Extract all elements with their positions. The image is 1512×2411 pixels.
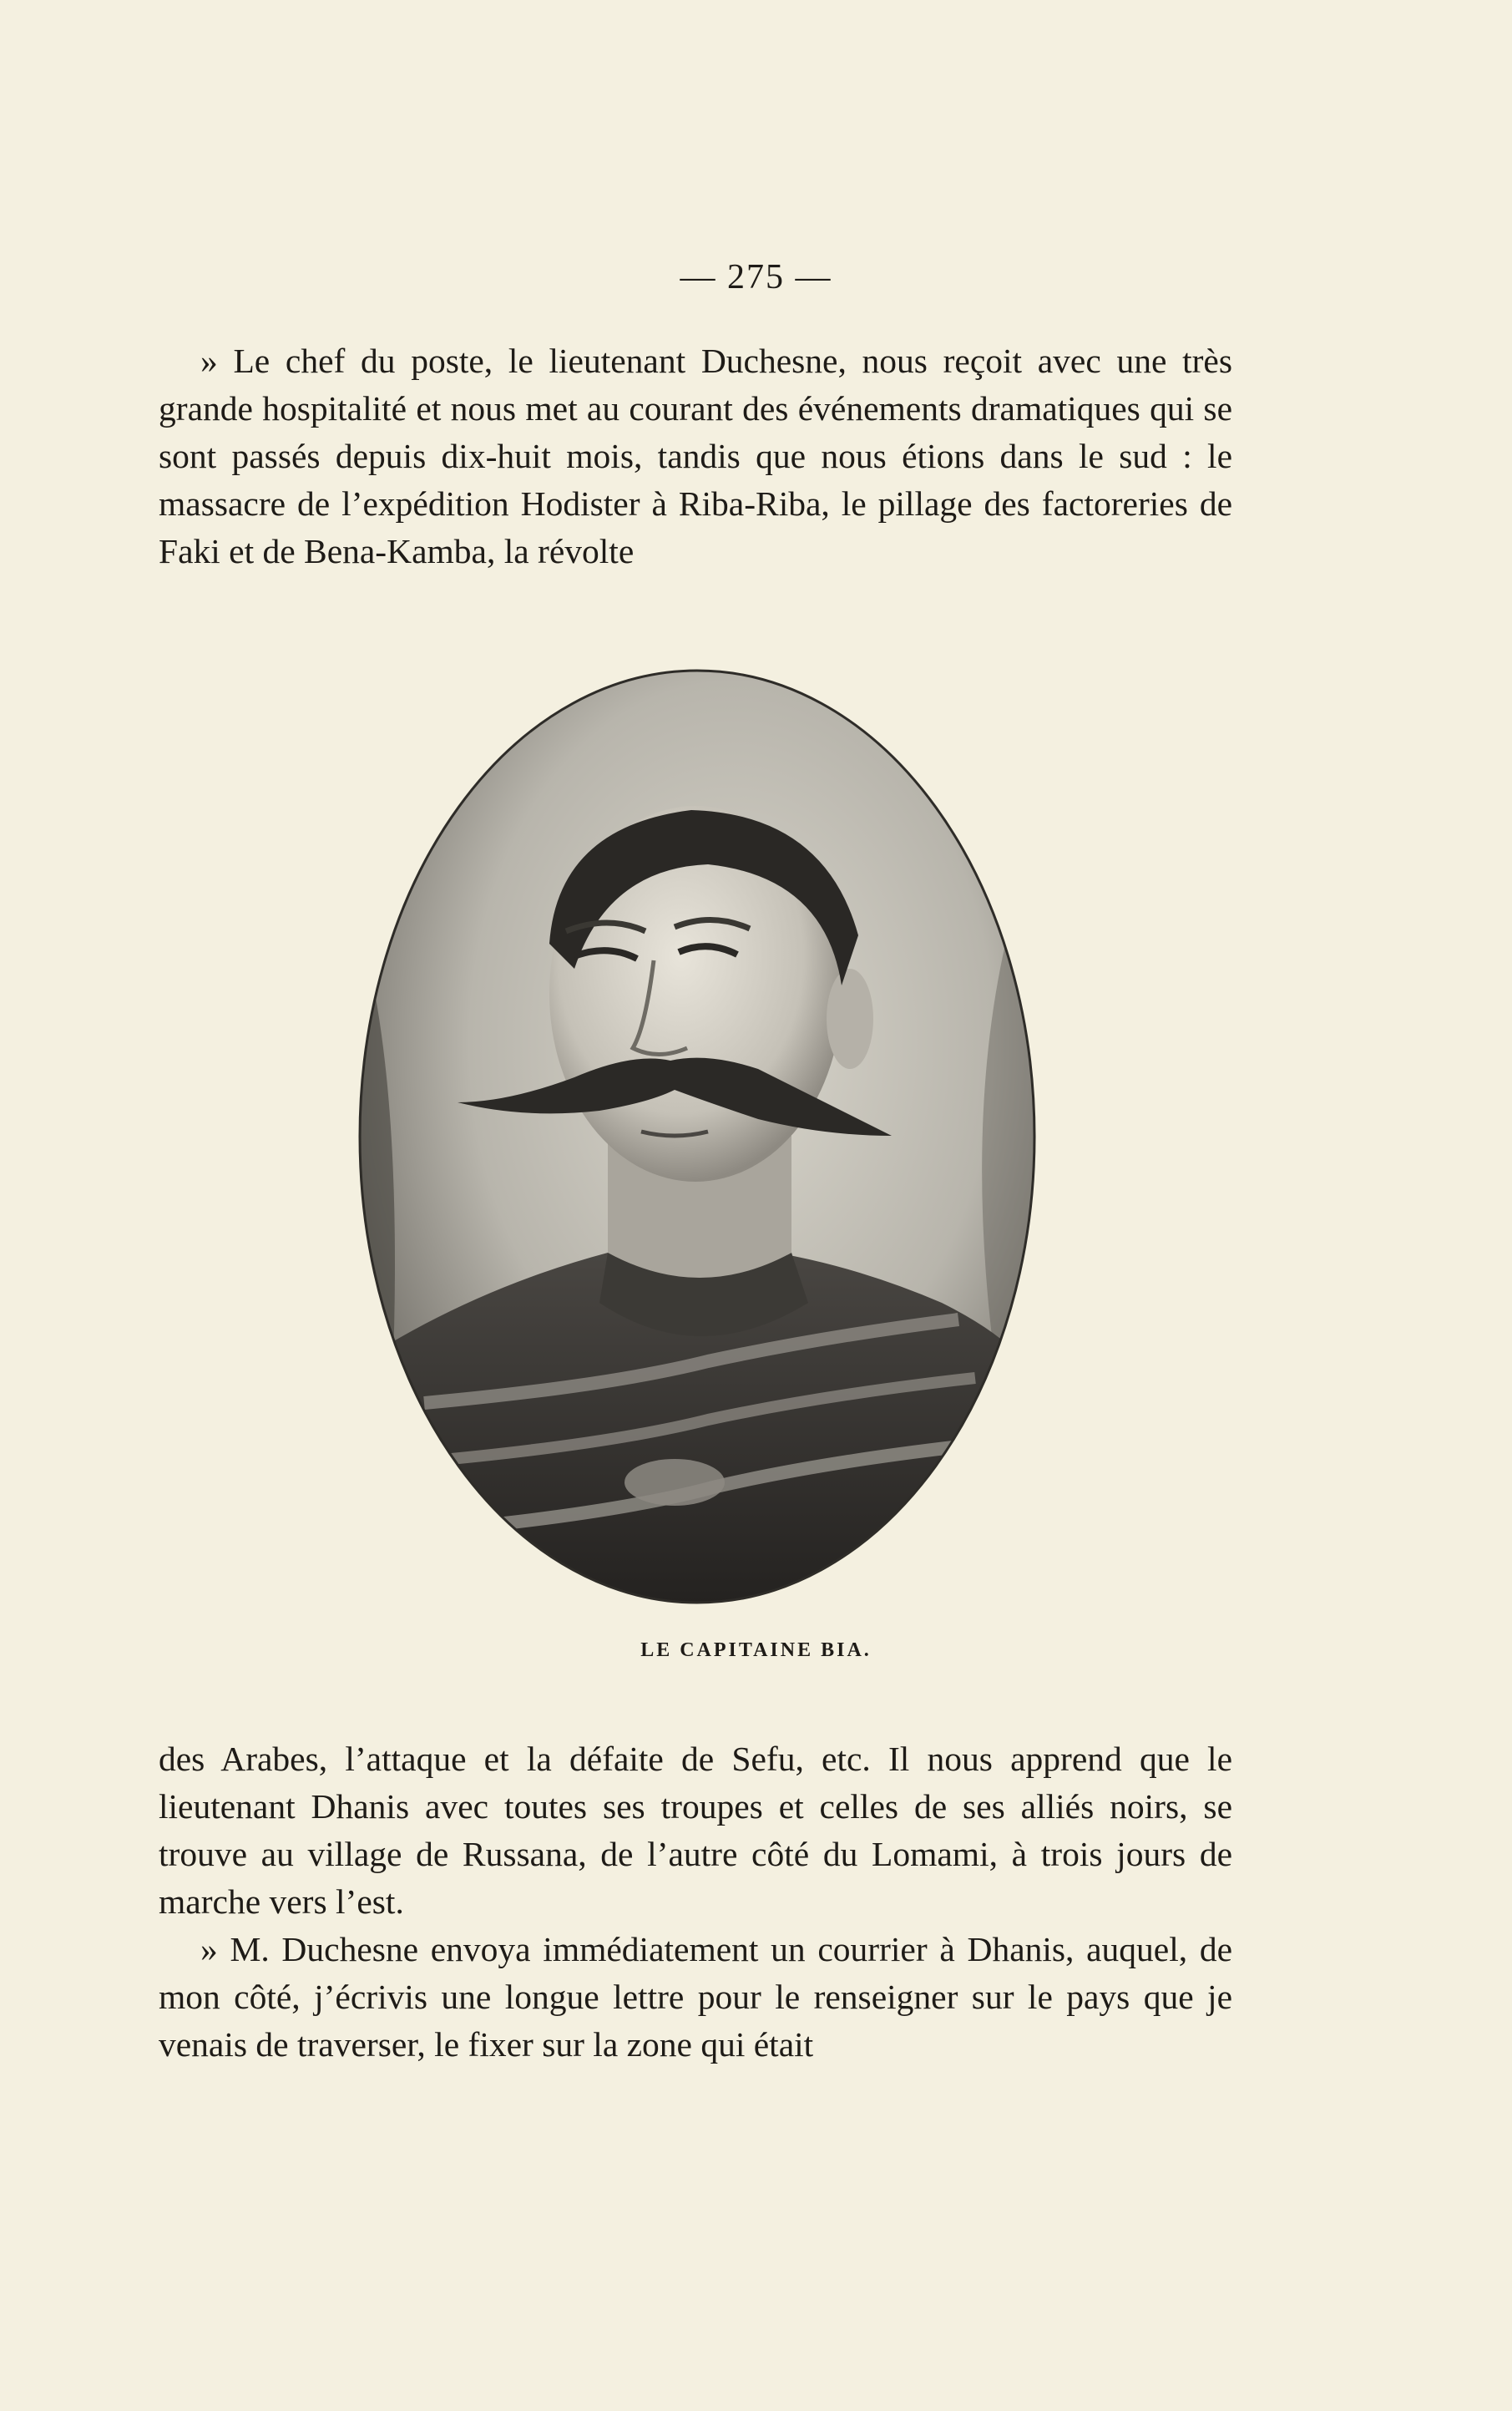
figure-caption: LE CAPITAINE BIA. — [640, 1639, 872, 1661]
paragraph: » M. Duchesne envoya immédiatement un courrier à Dhanis, auquel, de mon côté, j’écrivis une longue lettre pour le renseigner sur le pays que je venais de traverser, le fixer sur la zone qui était — [159, 1930, 1232, 2064]
braid-knot — [625, 1459, 725, 1506]
paragraph: » Le chef du poste, le lieutenant Duchesne, nous reçoit avec une très grande hospitalité et nous met au courant des événements dramatiques qui se sont passés depuis dix-huit mois, tandis que nous étions dans le sud : le massacre de l’expédition Hodister à Riba-Riba, le pillage des factoreries de Faki et de Bena-Kamba, la révolte — [159, 342, 1232, 570]
text-block-bottom — [159, 1735, 1232, 2069]
portrait-photo — [357, 668, 1038, 1605]
ear — [827, 969, 873, 1069]
paragraph: des Arabes, l’attaque et la défaite de Sefu, etc. Il nous apprend que le lieutenant Dhanis avec toutes ses troupes et celles de ses alliés noirs, se trouve au village de Russana, de l’autre côté du Lomami, à trois jours de marche vers l’est. — [159, 1740, 1232, 1921]
text-block-top — [159, 337, 1232, 575]
page-number: — 275 — — [680, 258, 832, 296]
